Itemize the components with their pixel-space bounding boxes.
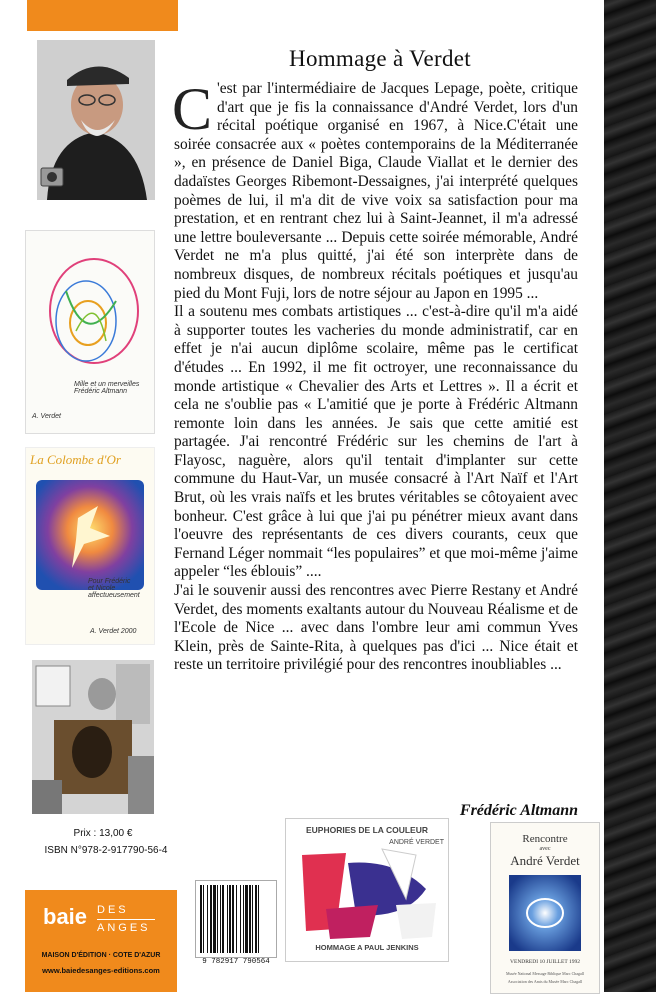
book2-title-line3: André Verdet xyxy=(510,853,580,868)
publisher-logo xyxy=(25,890,177,992)
barcode-bars xyxy=(196,881,276,957)
logo-anges-word: ANGES xyxy=(97,922,151,934)
price-label: Prix : 13,00 € xyxy=(73,828,133,839)
drop-cap: C xyxy=(172,76,213,142)
abstract-drawing-artwork xyxy=(25,230,155,434)
colombe-title: La Colombe d'Or xyxy=(30,452,121,467)
book1-painting xyxy=(286,819,448,961)
book2-title-line2: avec xyxy=(539,846,551,852)
studio-illustration xyxy=(32,660,154,814)
book-cover-euphories xyxy=(285,818,449,962)
isbn-label: ISBN N°978-2-917790-56-4 xyxy=(44,845,168,856)
body-text xyxy=(172,76,578,675)
book2-date: VENDREDI 10 JUILLET 1992 xyxy=(509,959,580,965)
book-cover-rencontre xyxy=(490,822,600,994)
studio-photo xyxy=(32,660,154,814)
publisher-website: www.baiedesanges-editions.com xyxy=(42,966,160,975)
book1-subtitle: HOMMAGE A PAUL JENKINS xyxy=(315,943,419,952)
book1-title: EUPHORIES DE LA COULEUR xyxy=(305,825,428,835)
isbn-barcode xyxy=(195,880,277,958)
right-edge-texture xyxy=(604,0,656,992)
book2-painting xyxy=(491,823,599,993)
paragraph-3: J'ai le souvenir aussi des rencontres avec Pierre Restany et André Verdet, des moments exaltants autour du Nouveau Réalisme et de l'Ecole de Nice ... avec dans l'ombre leur ami commun Yves Klein, près de Sainte-Rita, à quelques pas d'ici ... Nice était et reste un territoire privilégié pour des rencontres inoubliables ... xyxy=(174,582,578,674)
colombe-dedication: Pour Frédéric et Nicole affectueusement xyxy=(88,578,140,599)
author-signature: Frédéric Altmann xyxy=(459,802,578,819)
paragraph-1: C 'est par l'intermédiaire de Jacques Lepage, poète, critique d'art que je fis la connaissance d'André Verdet, lors d'un récital poétique organisé en 1967, à Nice.C'était une soirée consacrée aux « poètes contemporains de la Méditerranée », en présence de Daniel Biga, Claude Viallat et le dernier des dadaïstes Georges Ribemont-Dessaignes, j'ai interprété quelques poèmes de lui, il m'a dit de vive voix sa satisfaction pour ma prestation, et en rentrant chez lui à Saint-Jeannet, il m'a adressé une lettre bouleversante ... Depuis cette soirée mémorable, André Verdet ne m'a plus quitté, j'ai été son interprète dans de nombreux disques, de nombreux récitals poétiques et jusqu'au pied du Mont Fuji, lors de notre séjour au Japon en 1995 ... xyxy=(172,76,578,302)
publisher-tagline: MAISON D'ÉDITION · COTE D'AZUR xyxy=(41,952,161,959)
page-title: Hommage à Verdet xyxy=(289,46,471,71)
swirl-drawing xyxy=(26,231,154,433)
logo-des-word: DES xyxy=(97,904,129,916)
book2-title-line1: Rencontre xyxy=(522,833,568,845)
book2-footer1: Musée National Message Biblique Marc Chagall xyxy=(505,971,585,976)
logo-baie-word: baie xyxy=(43,904,88,929)
paragraph-2: Il a soutenu mes combats artistiques ... c'est-à-dire qu'il m'a aidé à supporter toutes les vacheries du monde administratif, car en effet je n'ai aucun diplôme scolaire, même pas le certificat d'études ... En 1992, il me fit octroyer, une reconnaissance du monde artistique « Chevalier des Arts et Lettres ». Il a écrit et cela ne s'oublie pas « L'amitié que je porte à Frédéric Altmann remonte loin dans les années. Je sais que cette amitié est partagée. J'ai rencontré Frédéric sur les chemins de l'art à Flayosc, naguère, alors qu'il tentait d'implanter sur cette commune du Haut-Var, un musée consacré à l'Art Naïf et l'Art Brut, où les vrais naïfs et les brutes véritables se côtoyaient avec bonheur. C'est grâce à lui que j'ai pu pénétrer mieux avant dans l'oeuvre des représentants de ces divers courants, ceux que Fernand Léger nommait “les populaires” et que moi-même j'aime appeler “les éblouis” .... xyxy=(174,303,578,581)
logo-divider xyxy=(97,919,155,920)
book1-author: ANDRÉ VERDET xyxy=(389,839,444,846)
barcode-number: 9 782917 790564 xyxy=(202,958,270,966)
colombe-painting xyxy=(26,448,154,644)
drawing-signature: A. Verdet xyxy=(32,413,61,420)
top-orange-tab xyxy=(27,0,178,31)
drawing-dedication: Mille et un merveilles Frédéric Altmann xyxy=(74,381,140,395)
colombe-signature: A. Verdet 2000 xyxy=(90,628,137,635)
portrait-photo xyxy=(37,40,155,200)
book2-footer2: Association des Amis du Musée Marc Chagall xyxy=(507,979,583,984)
colombe-artwork xyxy=(25,447,155,645)
portrait-illustration xyxy=(37,40,155,200)
